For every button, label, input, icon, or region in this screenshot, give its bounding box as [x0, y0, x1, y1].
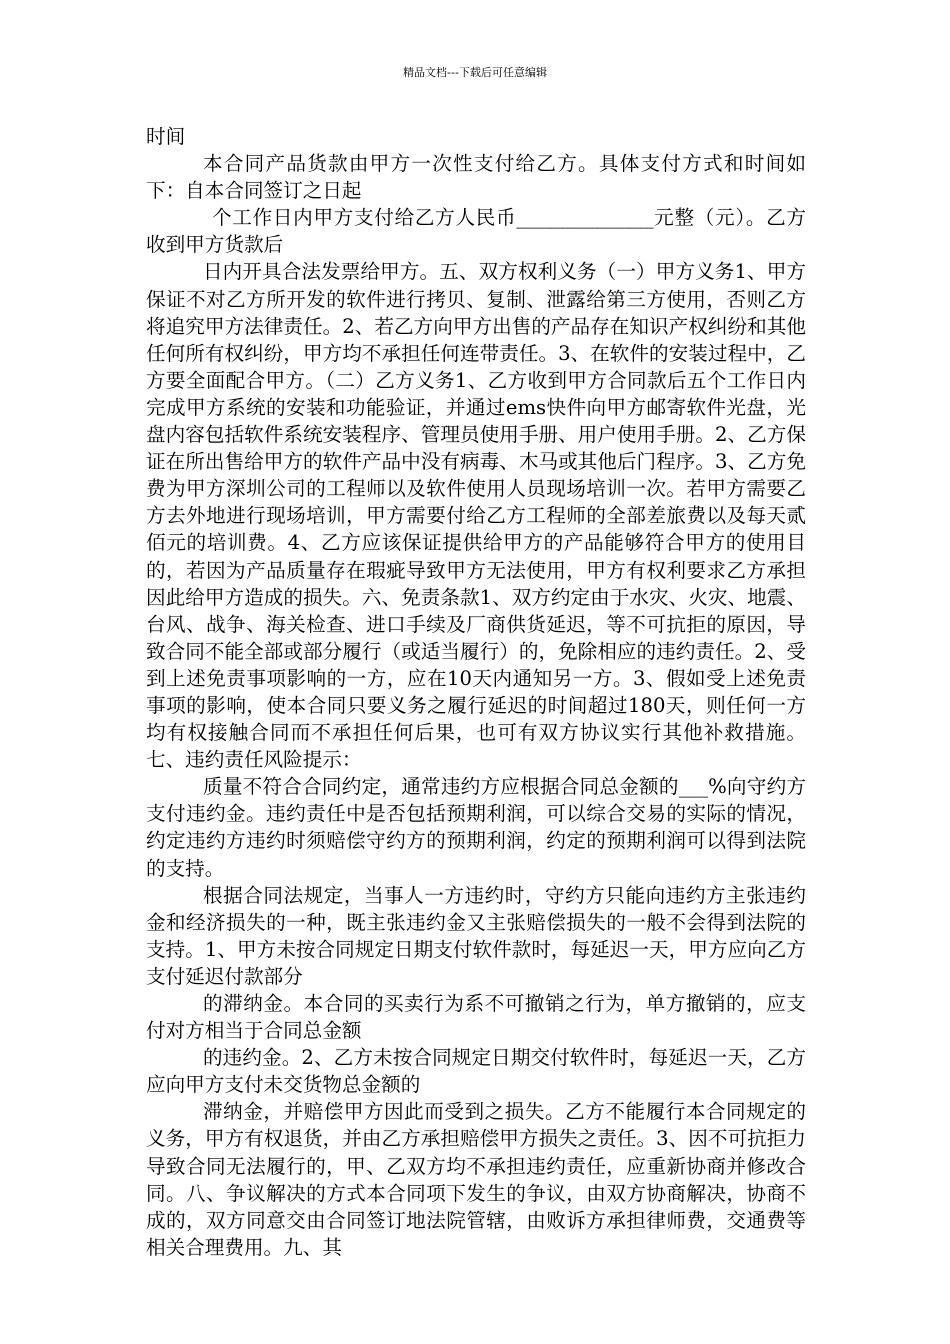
- paragraph: 日内开具合法发票给甲方。五、双方权利义务（一）甲方义务1、甲方保证不对乙方所开发的软件进行拷贝、复制、泄露给第三方使用，否则乙方将追究甲方法律责任。2、若乙方向甲方出售的产品存在知识产权纠纷和其他任何所有权纠纷，甲方均不承担任何连带责任。3、在软件的安装过程中，乙方要全面配合甲方。（二）乙方义务1、乙方收到甲方合同款后五个工作日内完成甲方系统的安装和功能验证，并通过ems快件向甲方邮寄软件光盘，光盘内容包括软件系统安装程序、管理员使用手册、用户使用手册。2、乙方保证在所出售给甲方的软件产品中没有病毒、木马或其他后门程序。3、乙方免费为甲方深圳公司的工程师以及软件使用人员现场培训一次。若甲方需要乙方去外地进行现场培训，甲方需要付给乙方工程师的全部差旅费以及每天贰佰元的培训费。4、乙方应该保证提供给甲方的产品能够符合甲方的使用目的，若因为产品质量存在瑕疵导致甲方无法使用，甲方有权利要求乙方承担因此给甲方造成的损失。六、免责条款1、双方约定由于水灾、火灾、地震、台风、战争、海关检查、进口手续及厂商供货延迟，等不可抗拒的原因，导致合同不能全部或部分履行（或适当履行）的，免除相应的违约责任。2、受到上述免责事项影响的一方，应在10天内通知另一方。3、假如受上述免责事项的影响，使本合同只要义务之履行延迟的时间超过180天，则任何一方均有权接触合同而不承担任何后果，也可有双方协议实行其他补救措施。七、违约责任风险提示：: [146, 260, 806, 772]
- paragraph: 时间: [146, 125, 186, 148]
- paragraph: 的滞纳金。本合同的买卖行为系不可撤销之行为，单方撤销的，应支付对方相当于合同总金额: [146, 992, 806, 1043]
- paragraph: 的违约金。2、乙方未按合同规定日期交付软件时，每延迟一天，乙方应向甲方支付未交货物总金额的: [146, 1046, 806, 1097]
- page-header: 精品文档---下载后可任意编辑: [403, 66, 547, 79]
- paragraph: 本合同产品货款由甲方一次性支付给乙方。具体支付方式和时间如下：自本合同签订之日起: [146, 152, 806, 203]
- paragraph: 滞纳金，并赔偿甲方因此而受到之损失。乙方不能履行本合同规定的义务，甲方有权退货，并由乙方承担赔偿甲方损失之责任。3、因不可抗拒力导致合同无法履行的，甲、乙双方均不承担违约责任，应重新协商并修改合同。八、争议解决的方式本合同项下发生的争议，由双方协商解决，协商不成的，双方同意交由合同签订地法院管辖，由败诉方承担律师费，交通费等相关合理费用。九、其: [146, 1100, 806, 1259]
- paragraph: 质量不符合合同约定，通常违约方应根据合同总金额的___%向守约方支付违约金。违约责任中是否包括预期利润，可以综合交易的实际的情况，约定违约方违约时须赔偿守约方的预期利润，约定的预期利润可以得到法院的支持。: [146, 775, 806, 880]
- document-body: [146, 123, 806, 1261]
- paragraph: 根据合同法规定，当事人一方违约时，守约方只能向违约方主张违约金和经济损失的一种，既主张违约金又主张赔偿损失的一般不会得到法院的支持。1、甲方未按合同规定日期支付软件款时，每延迟一天，甲方应向乙方支付延迟付款部分: [146, 883, 806, 988]
- paragraph: 个工作日内甲方支付给乙方人民币______________元整（元）。乙方收到甲方货款后: [146, 206, 806, 257]
